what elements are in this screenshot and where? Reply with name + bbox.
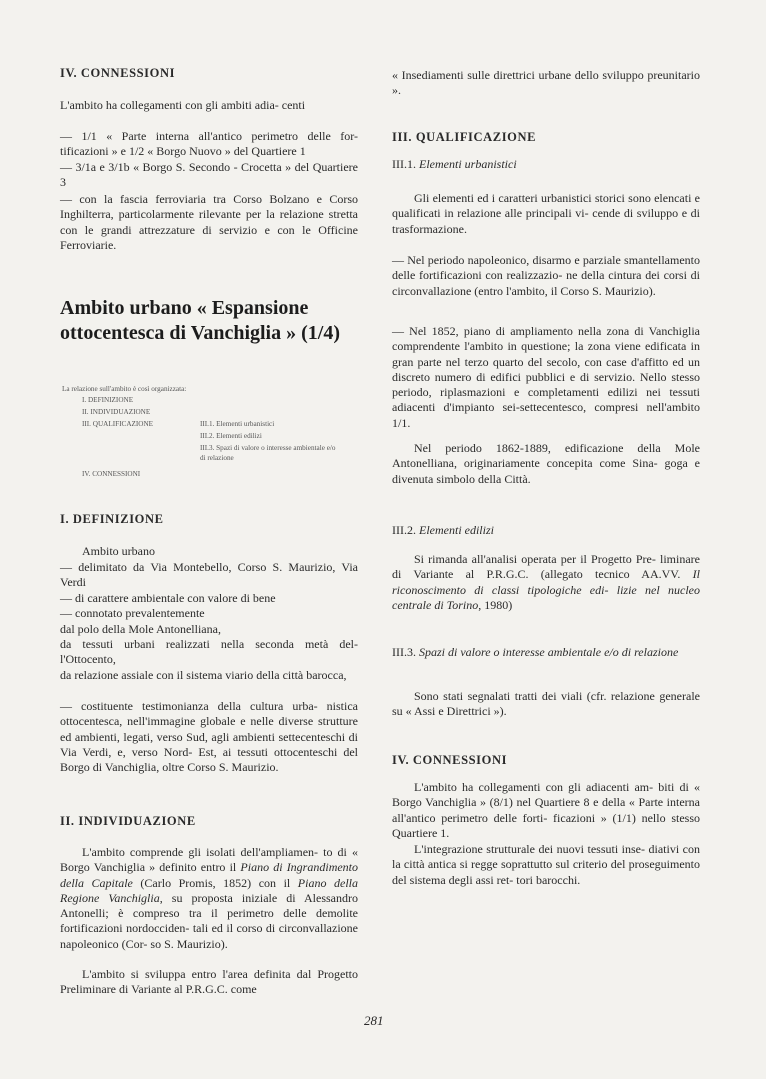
section-heading-qualificazione: III. QUALIFICAZIONE — [392, 130, 537, 144]
subsection-title: Spazi di valore o interesse ambientale e/o di relazione — [419, 645, 679, 659]
paragraph: L'ambito ha collegamenti con gli adiacenti am- biti di « Borgo Vanchiglia » (8/1) nel Quartiere 8 e della « Parte interna all'antico perimetro delle forti- ficazioni » (1/1) nello stesso Quartiere 1. — [392, 780, 700, 840]
toc-item: II. INDIVIDUAZIONE — [82, 408, 151, 416]
paragraph: L'ambito ha collegamenti con gli ambiti adia- centi — [60, 98, 306, 112]
paragraph: — connotato prevalentemente — [60, 606, 205, 620]
text-run: (Carlo Promis, 1852) con il — [140, 875, 291, 890]
text-run: Si rimanda all'analisi operata per il Progetto Pre- liminare di Variante al P.R.G.C. (allegato tecnico AA.VV. — [392, 552, 700, 582]
toc-item: I. DEFINIZIONE — [82, 396, 134, 404]
toc-subitem: III.2. Elementi edilizi — [200, 432, 262, 440]
paragraph: da relazione assiale con il sistema viario della città barocca, — [60, 668, 347, 682]
subsection-heading — [392, 645, 692, 660]
paragraph: Sono stati segnalati tratti dei viali (cfr. relazione generale su « Assi e Direttrici »). — [392, 689, 700, 719]
toc-item: IV. CONNESSIONI — [82, 470, 141, 478]
text-run: , su proposta iniziale di Alessandro Antonelli; è compreso tra il perimetro delle demolite fortificazioni nordocciden- tali ed il corso di circonvallazione napoleonico (Cor- so S. Maurizio). — [60, 890, 358, 951]
paragraph: da tessuti urbani realizzati nella seconda metà del- l'Ottocento, — [60, 637, 358, 667]
paragraph: dal polo della Mole Antonelliana, — [60, 622, 221, 636]
subsection-title: Elementi edilizi — [419, 523, 494, 537]
subsection-number: III.3. — [392, 645, 416, 659]
toc-subitem: III.3. Spazi di valore o interesse ambientale e/o di relazione — [200, 444, 336, 462]
paragraph: L'ambito si sviluppa entro l'area definita dal Progetto Preliminare di Variante al P.R.G.C. come — [60, 967, 358, 997]
paragraph: L'integrazione strutturale dei nuovi tessuti inse- diativi con la città antica si regge soprattutto sul criterio del proseguimento del sistema degli assi ret- tori barocchi. — [392, 842, 700, 887]
paragraph: « Insediamenti sulle direttrici urbane dello sviluppo preunitario ». — [392, 68, 700, 98]
page-number: 281 — [364, 1013, 384, 1028]
paragraph — [392, 552, 700, 613]
section-heading-connessioni-top: IV. CONNESSIONI — [60, 66, 176, 80]
paragraph: — Nel 1852, piano di ampliamento nella zona di Vanchiglia comprendente l'ambito in questione; la zona viene edificata in gran parte nel terzo quarto del secolo, con case d'affitto ed un discreto numero di edifici pubblici e di servizio. Nello stesso periodo, riplasmazioni e completamenti edilizi nei tessuti adiacenti d'impianto sei-settecentesco, compresi nell'ambito 1/1. — [392, 324, 700, 430]
section-heading-individuazione: II. INDIVIDUAZIONE — [60, 814, 196, 828]
paragraph: Ambito urbano — [82, 544, 155, 558]
paragraph: — costituente testimonianza della cultura urba- nistica ottocentesca, nell'immagine globale e nelle diverse strutture ed ambienti, legati, verso Sud, agli ambienti settecenteschi di Via Verdi, e, verso Nord- Est, ai tessuti ottocenteschi del Borgo di Vanchiglia, oltre Corso S. Maurizio. — [60, 699, 358, 775]
toc-subitem: III.1. Elementi urbanistici — [200, 420, 275, 428]
italic-title: Piano di Ingrandimento della Capitale — [60, 860, 359, 890]
section-heading-connessioni: IV. CONNESSIONI — [392, 753, 508, 767]
section-heading-definizione: I. DEFINIZIONE — [60, 512, 164, 526]
toc-intro: La relazione sull'ambito è così organizzata: — [62, 385, 187, 393]
italic-title: Piano della Regione Vanchiglia — [60, 875, 358, 905]
paragraph: — 1/1 « Parte interna all'antico perimetro delle for- tificazioni » e 1/2 « Borgo Nuovo » del Quartiere 1 — [60, 129, 358, 159]
italic-title: Il riconoscimento di classi tipologiche edi- lizie nel nucleo centrale di Torino — [392, 567, 701, 612]
paragraph: — di carattere ambientale con valore di bene — [60, 591, 276, 605]
toc-item: III. QUALIFICAZIONE — [82, 420, 154, 428]
subsection-number: III.1. — [392, 157, 416, 171]
ambito-title: Ambito urbano « Espansione ottocentesca di Vanchiglia » (1/4) — [60, 297, 340, 344]
paragraph: Gli elementi ed i caratteri urbanistici storici sono elencati e qualificati in relazione alle principali vi- cende di sviluppo e di trasformazione. — [392, 191, 700, 236]
paragraph: — 3/1a e 3/1b « Borgo S. Secondo - Crocetta » del Quartiere 3 — [60, 160, 358, 190]
text-run: L'ambito comprende gli isolati dell'ampliamen- to di « Borgo Vanchiglia » definito entro il — [60, 845, 358, 875]
paragraph: Nel periodo 1862-1889, edificazione della Mole Antonelliana, originariamente concepita come Sina- goga e divenuta simbolo della Città. — [392, 441, 700, 486]
subsection-heading — [392, 157, 517, 172]
paragraph: — Nel periodo napoleonico, disarmo e parziale smantellamento delle fortificazioni con realizzazio- ne della cintura dei corsi di circonvallazione (entro l'ambito, il Corso S. Maurizio). — [392, 253, 700, 298]
paragraph: — con la fascia ferroviaria tra Corso Bolzano e Corso Inghilterra, particolarmente rilevante per la relazione stretta con le grandi attrezzature di servizio e con le Officine Ferroviarie. — [60, 192, 358, 252]
text-run: , 1980) — [478, 597, 513, 612]
paragraph: — delimitato da Via Montebello, Corso S. Maurizio, Via Verdi — [60, 560, 358, 590]
subsection-heading — [392, 523, 494, 538]
subsection-number: III.2. — [392, 523, 416, 537]
paragraph — [60, 845, 358, 952]
subsection-title: Elementi urbanistici — [419, 157, 517, 171]
